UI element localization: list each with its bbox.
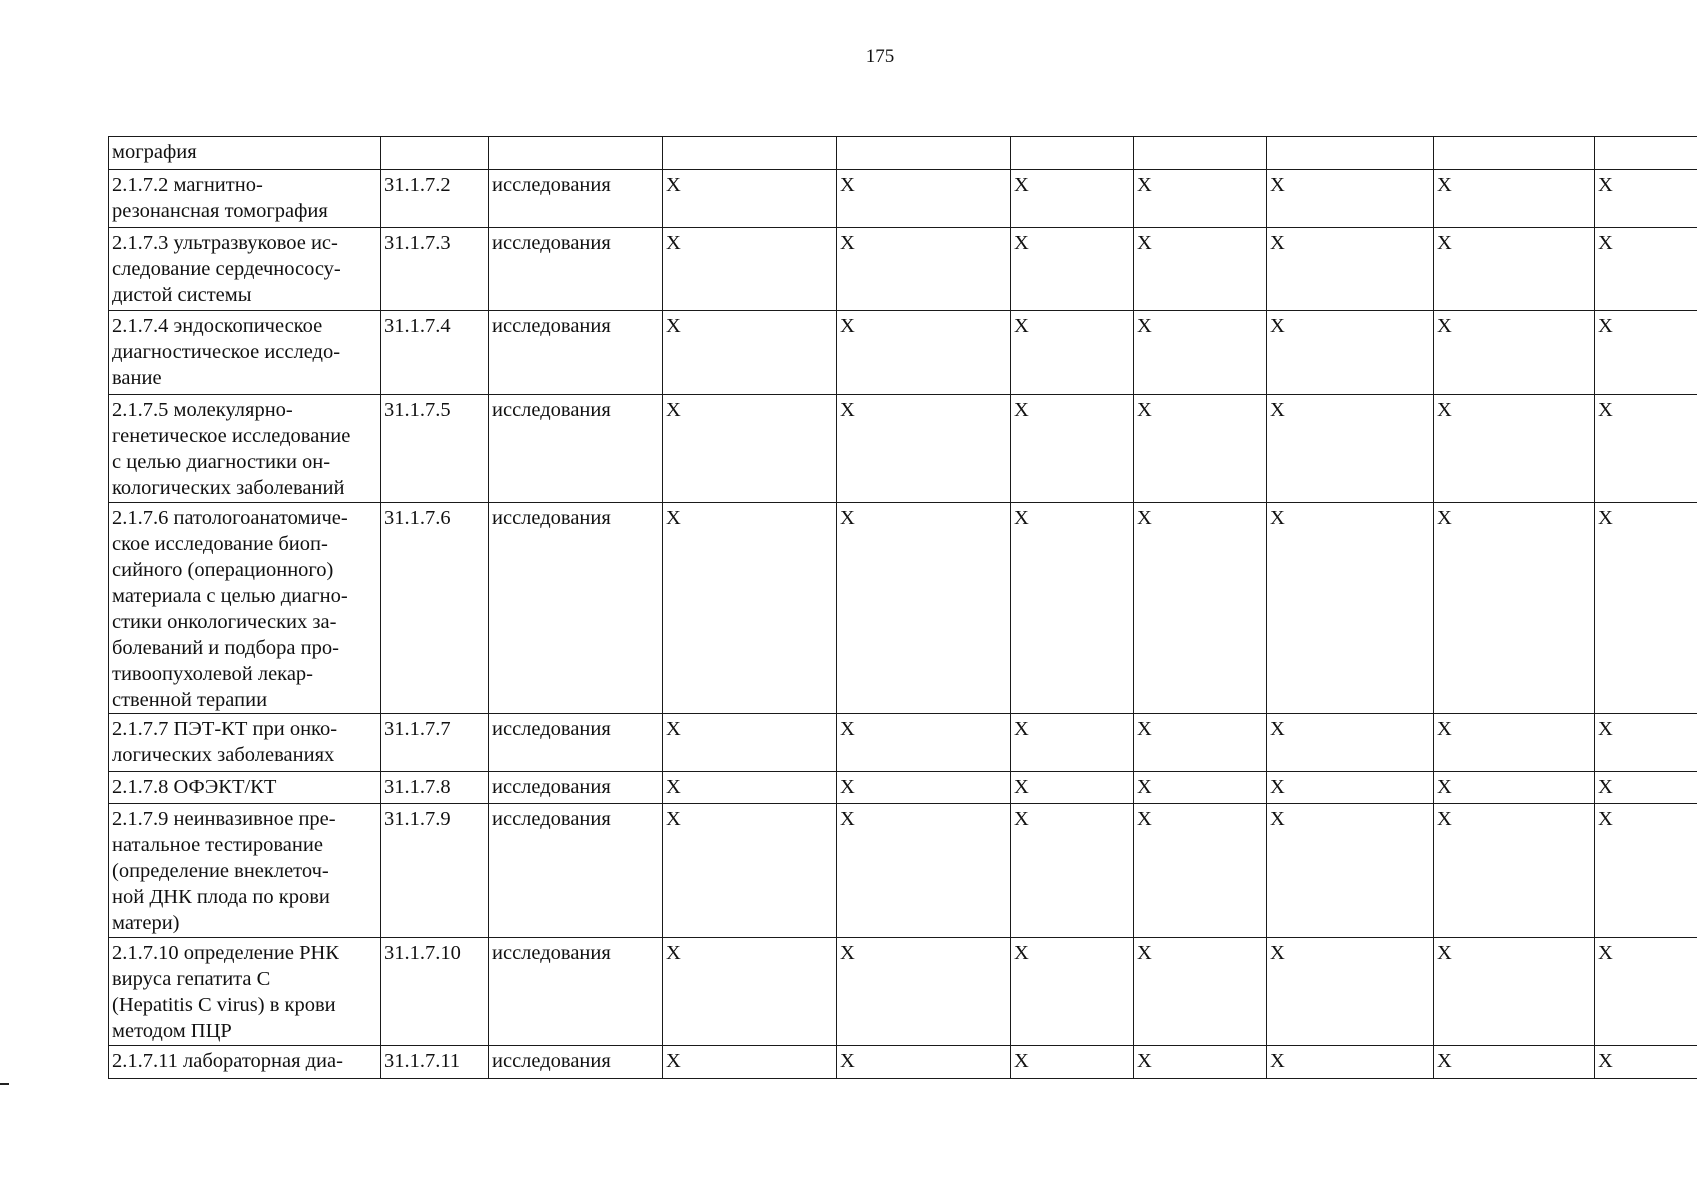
value-cell: X — [1434, 170, 1595, 228]
service-name: 2.1.7.10 определение РНК вируса гепатита C (Hepatitis C virus) в крови методом ПЦР — [112, 942, 339, 1042]
code-cell: 31.1.7.5 — [381, 395, 489, 503]
value-cell: X — [1595, 170, 1697, 228]
value-cell: X — [1011, 170, 1134, 228]
service-name: 2.1.7.4 эндоскопическое диагностическое исследо- вание — [112, 315, 341, 389]
value-cell: X — [663, 395, 837, 503]
value-cell: X — [1434, 1046, 1595, 1079]
value-cell: X — [1134, 503, 1267, 714]
value-cell: X — [837, 938, 1011, 1046]
unit-cell: исследования — [489, 395, 663, 503]
value-cell — [1134, 137, 1267, 170]
value-cell: X — [1011, 503, 1134, 714]
value-cell — [663, 137, 837, 170]
value-cell: X — [1595, 804, 1697, 938]
value-cell: X — [1011, 714, 1134, 772]
unit-cell: исследования — [489, 938, 663, 1046]
scan-margin-mark — [0, 1083, 9, 1085]
value-cell: X — [837, 772, 1011, 804]
code-cell: 31.1.7.11 — [381, 1046, 489, 1079]
service-name: 2.1.7.11 лабораторная диа- — [112, 1050, 343, 1072]
value-cell: X — [1434, 503, 1595, 714]
service-name-cell — [109, 714, 381, 772]
table-row — [109, 311, 1697, 395]
value-cell: X — [663, 1046, 837, 1079]
value-cell: X — [1267, 714, 1434, 772]
value-cell — [1267, 137, 1434, 170]
table-row — [109, 395, 1697, 503]
unit-cell: исследования — [489, 714, 663, 772]
value-cell: X — [837, 714, 1011, 772]
value-cell: X — [1434, 228, 1595, 311]
value-cell: X — [663, 311, 837, 395]
value-cell: X — [1134, 714, 1267, 772]
code-cell: 31.1.7.3 — [381, 228, 489, 311]
unit-cell: исследования — [489, 804, 663, 938]
value-cell: X — [1267, 772, 1434, 804]
code-cell: 31.1.7.2 — [381, 170, 489, 228]
table-row — [109, 938, 1697, 1046]
services-table — [108, 136, 1697, 1079]
value-cell: X — [837, 170, 1011, 228]
table-row — [109, 714, 1697, 772]
service-name-cell — [109, 311, 381, 395]
code-cell — [381, 137, 489, 170]
unit-cell: исследования — [489, 772, 663, 804]
table-row — [109, 503, 1697, 714]
service-name: 2.1.7.2 магнитно- резонансная томография — [112, 174, 328, 222]
value-cell — [837, 137, 1011, 170]
unit-cell: исследования — [489, 170, 663, 228]
code-cell: 31.1.7.10 — [381, 938, 489, 1046]
code-cell: 31.1.7.8 — [381, 772, 489, 804]
value-cell: X — [1011, 772, 1134, 804]
value-cell: X — [663, 503, 837, 714]
service-name: 2.1.7.6 патологоанатомиче- ское исследование биоп- сийного (операционного) материала с целью диагно- стики онкологических за- болеваний и подбора про- тивоопухолевой лекар- ственной терапии — [112, 507, 348, 711]
value-cell: X — [1011, 804, 1134, 938]
service-name-cell — [109, 228, 381, 311]
value-cell: X — [1134, 772, 1267, 804]
table-row — [109, 228, 1697, 311]
table-row — [109, 170, 1697, 228]
code-cell: 31.1.7.7 — [381, 714, 489, 772]
value-cell: X — [1595, 1046, 1697, 1079]
table-row — [109, 1046, 1697, 1079]
service-name-cell — [109, 1046, 381, 1079]
code-cell: 31.1.7.9 — [381, 804, 489, 938]
value-cell: X — [1011, 395, 1134, 503]
value-cell: X — [1434, 395, 1595, 503]
value-cell: X — [837, 1046, 1011, 1079]
value-cell: X — [1595, 714, 1697, 772]
value-cell: X — [1595, 503, 1697, 714]
value-cell: X — [1595, 772, 1697, 804]
value-cell: X — [1134, 170, 1267, 228]
value-cell — [1011, 137, 1134, 170]
value-cell: X — [1134, 1046, 1267, 1079]
value-cell — [1434, 137, 1595, 170]
service-name-cell — [109, 395, 381, 503]
value-cell: X — [663, 804, 837, 938]
value-cell: X — [1434, 311, 1595, 395]
code-cell: 31.1.7.4 — [381, 311, 489, 395]
value-cell: X — [1267, 938, 1434, 1046]
value-cell: X — [1267, 170, 1434, 228]
service-name: мография — [112, 141, 197, 163]
service-name: 2.1.7.9 неинвазивное пре- натальное тестирование (определение внеклеточ- ной ДНК плода по крови матери) — [112, 808, 336, 934]
service-name-cell — [109, 503, 381, 714]
value-cell: X — [1595, 311, 1697, 395]
value-cell: X — [1134, 804, 1267, 938]
service-name-cell — [109, 804, 381, 938]
value-cell: X — [837, 311, 1011, 395]
value-cell: X — [1134, 228, 1267, 311]
value-cell: X — [1267, 804, 1434, 938]
value-cell: X — [837, 804, 1011, 938]
unit-cell: исследования — [489, 228, 663, 311]
service-name-cell — [109, 170, 381, 228]
value-cell: X — [663, 772, 837, 804]
value-cell: X — [1011, 1046, 1134, 1079]
value-cell: X — [1011, 228, 1134, 311]
service-name-cell — [109, 137, 381, 170]
service-name: 2.1.7.3 ультразвуковое ис- следование сердечнососу- дистой системы — [112, 232, 341, 306]
unit-cell: исследования — [489, 311, 663, 395]
service-name: 2.1.7.8 ОФЭКТ/КТ — [112, 776, 277, 798]
value-cell: X — [1434, 938, 1595, 1046]
value-cell: X — [1134, 938, 1267, 1046]
value-cell — [1595, 137, 1697, 170]
value-cell: X — [1595, 395, 1697, 503]
value-cell: X — [663, 714, 837, 772]
value-cell: X — [663, 938, 837, 1046]
value-cell: X — [1267, 503, 1434, 714]
value-cell: X — [1011, 938, 1134, 1046]
value-cell: X — [1595, 228, 1697, 311]
value-cell: X — [663, 170, 837, 228]
value-cell: X — [1011, 311, 1134, 395]
unit-cell: исследования — [489, 503, 663, 714]
value-cell: X — [837, 228, 1011, 311]
value-cell: X — [663, 228, 837, 311]
service-name: 2.1.7.5 молекулярно- генетическое исследование с целью диагностики он- кологических заболеваний — [112, 399, 351, 499]
service-name-cell — [109, 772, 381, 804]
service-name: 2.1.7.7 ПЭТ-КТ при онко- логических заболеваниях — [112, 718, 338, 766]
value-cell: X — [837, 395, 1011, 503]
value-cell: X — [1595, 938, 1697, 1046]
value-cell: X — [1267, 1046, 1434, 1079]
value-cell: X — [837, 503, 1011, 714]
unit-cell: исследования — [489, 1046, 663, 1079]
code-cell: 31.1.7.6 — [381, 503, 489, 714]
value-cell: X — [1134, 311, 1267, 395]
service-name-cell — [109, 938, 381, 1046]
table-row — [109, 772, 1697, 804]
value-cell: X — [1267, 311, 1434, 395]
table-row — [109, 137, 1697, 170]
value-cell: X — [1434, 804, 1595, 938]
value-cell: X — [1267, 395, 1434, 503]
value-cell: X — [1134, 395, 1267, 503]
unit-cell — [489, 137, 663, 170]
value-cell: X — [1267, 228, 1434, 311]
value-cell: X — [1434, 772, 1595, 804]
table-row — [109, 804, 1697, 938]
value-cell: X — [1434, 714, 1595, 772]
page-number: 175 — [865, 46, 895, 67]
